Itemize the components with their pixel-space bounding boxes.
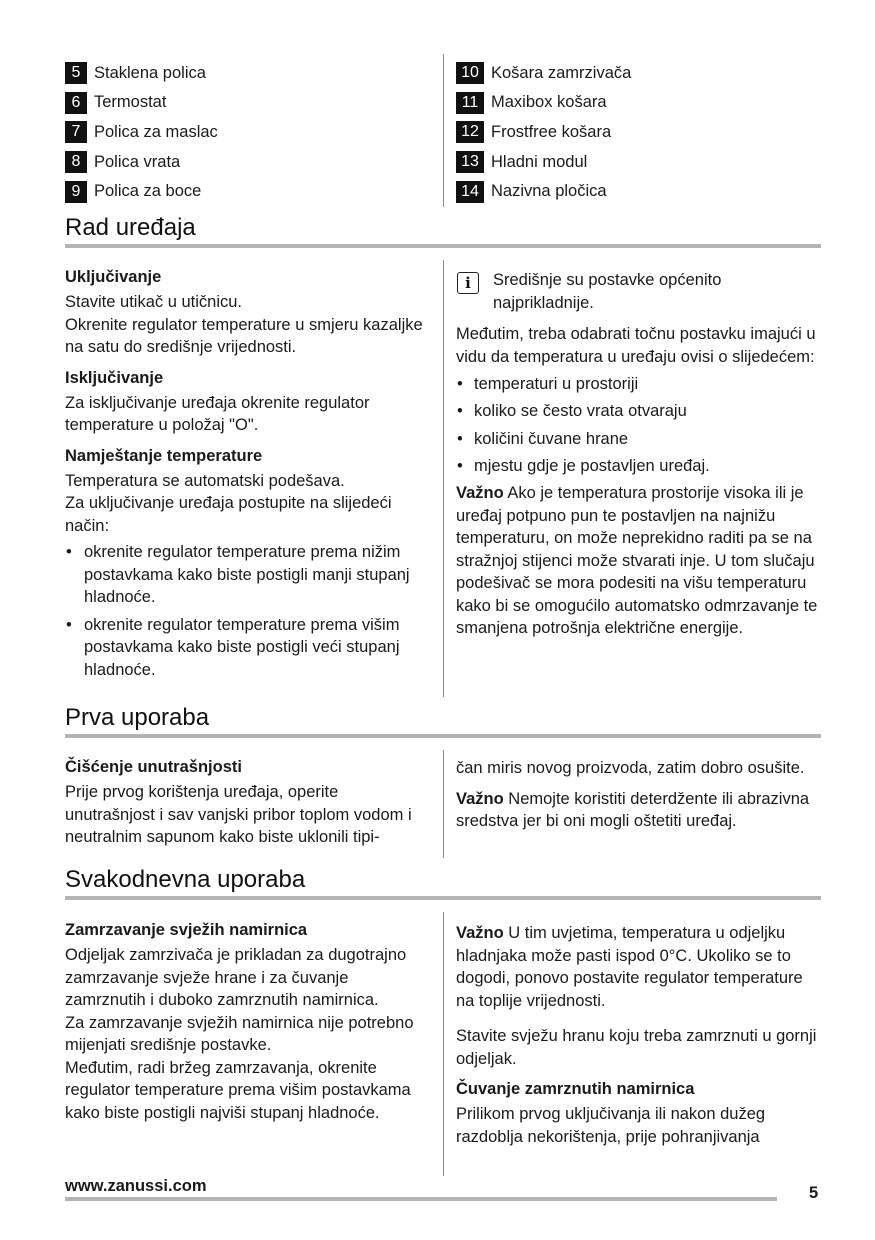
list-item (456, 58, 821, 88)
item-number: 12 (456, 121, 484, 143)
item-label: Maxibox košara (491, 93, 607, 112)
important-text: U tim uvjetima, temperatura u odjeljku hladnjaka može pasti ispod 0°C. Ukoliko se to dogodi, ponovo postavite regulator temperature na toplije vrijednosti. (456, 924, 803, 1010)
list-item: • okrenite regulator temperature prema nižim postavkama kako biste postigli manji stupanj hladnoće. (65, 541, 430, 609)
list-item (65, 58, 430, 88)
item-label: Hladni modul (491, 152, 588, 171)
important-text: Ako je temperatura prostorije visoka ili je uređaj potpuno pun te postavljen na najnižu temperaturu, on može neprekidno raditi pa se na stražnjoj stijenci može stvarati inje. U tom slučaju podešivač se mora podesiti na višu temperaturu kako bi se omogućilo automatsko odmrzavanje te smanjena potrošnja električne energije. (456, 484, 818, 638)
paragraph: Za uključivanje uređaja postupite na slijedeći način: (65, 494, 392, 535)
item-label: Frostfree košara (491, 122, 612, 141)
rad-right-column (456, 269, 821, 640)
rad-left-column (65, 266, 430, 686)
footer-rule (65, 1197, 777, 1201)
list-item (456, 117, 821, 147)
prva-right-column (456, 757, 821, 833)
paragraph: Prije prvog korištenja uređaja, operite unutrašnjost i sav vanjski pribor toplom vodom i neutralnim sapunom kako biste uklonili tipi- (65, 783, 412, 846)
paragraph: Za isključivanje uređaja okrenite regulator temperature u položaj "O". (65, 393, 370, 434)
subheading-cuvanje: Čuvanje zamrznutih namirnica (456, 1080, 695, 1098)
list-item (456, 147, 821, 177)
item-number: 10 (456, 62, 484, 84)
column-divider (443, 912, 444, 1176)
paragraph: Okrenite regulator temperature u smjeru kazaljke na satu do središnje vrijednosti. (65, 315, 423, 356)
item-label: Staklena polica (94, 63, 206, 82)
item-label: Nazivna pločica (491, 182, 607, 201)
list-item: • mjestu gdje je postavljen uređaj. (456, 455, 821, 478)
list-item (65, 177, 430, 207)
important-label: Važno (456, 484, 504, 503)
paragraph: Stavite utikač u utičnicu. (65, 293, 243, 311)
item-number: 7 (65, 121, 87, 143)
list-item (456, 177, 821, 207)
parts-list-right (456, 58, 821, 206)
important-note (456, 482, 821, 640)
prva-left-column (65, 756, 430, 849)
subheading-zamrzavanje: Zamrzavanje svježih namirnica (65, 921, 308, 939)
svakodnevna-left-column (65, 919, 430, 1124)
paragraph: Stavite svježu hranu koju treba zamrznuti u gornji odjeljak. (456, 1027, 817, 1068)
info-note-text: Središnje su postavke općenito najprikladnije. (493, 271, 722, 312)
paragraph: Odjeljak zamrzivača je prikladan za dugotrajno zamrzavanje svježe hrane i za čuvanje zamrznutih i duboko zamrznutih namirnica. (65, 946, 407, 1009)
list-item (65, 147, 430, 177)
section-heading-rad: Rad uređaja (65, 214, 196, 241)
section-rule (65, 896, 821, 900)
section-rule (65, 244, 821, 248)
item-label: Polica vrata (94, 152, 181, 171)
subheading-iskljucivanje: Isključivanje (65, 368, 164, 387)
website-link[interactable]: www.zanussi.com (65, 1177, 207, 1195)
list-item: • koliko se često vrata otvaraju (456, 400, 821, 423)
item-label: Polica za maslac (94, 122, 218, 141)
subheading-namjestanje: Namještanje temperature (65, 446, 263, 465)
paragraph: čan miris novog proizvoda, zatim dobro osušite. (456, 759, 805, 777)
paragraph: Prilikom prvog uključivanja ili nakon dužeg razdoblja nekorištenja, prije pohranjivanja (456, 1105, 766, 1146)
list-item: • okrenite regulator temperature prema višim postavkama kako biste postigli veći stupanj hladnoće. (65, 614, 430, 682)
parts-list-left (65, 58, 430, 206)
column-divider (443, 54, 444, 207)
important-label: Važno (456, 924, 504, 942)
subheading-ciscenje: Čišćenje unutrašnjosti (65, 758, 242, 776)
item-number: 14 (456, 181, 484, 203)
important-text: Nemojte koristiti deterdžente ili abrazivna sredstva jer bi oni mogli oštetiti uređaj. (456, 789, 810, 830)
item-label: Termostat (94, 93, 167, 112)
list-item (65, 88, 430, 118)
item-number: 9 (65, 181, 87, 203)
paragraph: Temperatura se automatski podešava. (65, 471, 345, 490)
bullet-list (65, 541, 430, 681)
item-number: 5 (65, 62, 87, 84)
important-note (456, 922, 821, 1012)
paragraph: Međutim, radi bržeg zamrzavanja, okrenite regulator temperature prema višim postavkama kako biste postigli najviši stupanj hladnoće. (65, 1058, 411, 1122)
item-number: 13 (456, 151, 484, 173)
bullet-list (456, 373, 821, 477)
item-number: 11 (456, 92, 484, 114)
list-item: • temperaturi u prostoriji (456, 373, 821, 396)
paragraph: Za zamrzavanje svježih namirnica nije potrebno mijenjati središnje postavke. (65, 1013, 414, 1054)
svakodnevna-right-column (456, 922, 821, 1148)
section-heading-svakodnevna: Svakodnevna uporaba (65, 866, 306, 893)
column-divider (443, 750, 444, 858)
section-rule (65, 734, 821, 738)
important-label: Važno (456, 789, 504, 808)
list-item: • količini čuvane hrane (456, 428, 821, 451)
info-icon: i (457, 272, 479, 294)
item-number: 8 (65, 151, 87, 173)
item-label: Polica za boce (94, 182, 202, 201)
list-item (456, 88, 821, 118)
list-item (65, 117, 430, 147)
info-note (456, 269, 821, 314)
item-label: Košara zamrzivača (491, 63, 632, 82)
item-number: 6 (65, 92, 87, 114)
subheading-ukljucivanje: Uključivanje (65, 268, 162, 286)
important-note (456, 788, 821, 833)
page-number: 5 (809, 1184, 819, 1202)
paragraph: Međutim, treba odabrati točnu postavku imajući u vidu da temperatura u uređaju ovisi o slijedećem: (456, 325, 816, 366)
column-divider (443, 260, 444, 697)
section-heading-prva: Prva uporaba (65, 704, 210, 731)
